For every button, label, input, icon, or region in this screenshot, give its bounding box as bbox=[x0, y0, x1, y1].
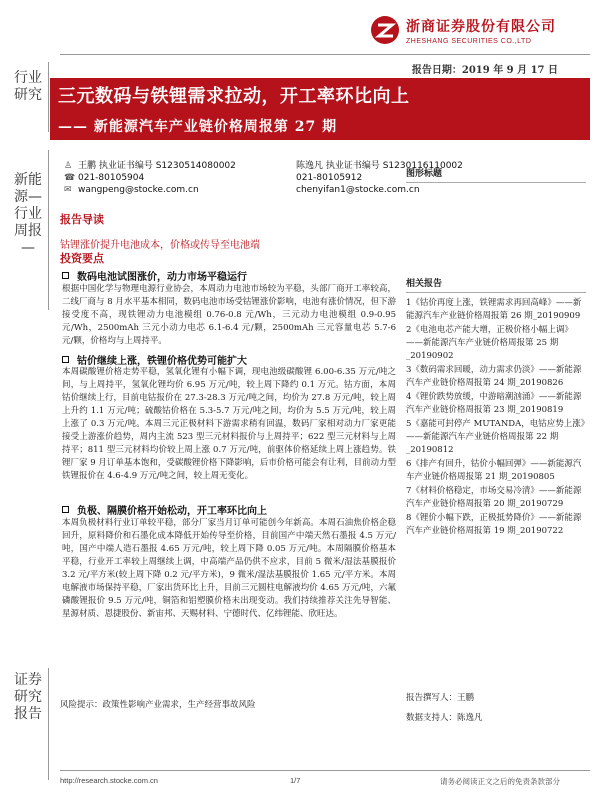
related-reports bbox=[406, 276, 586, 539]
analyst-2: 陈逸凡 执业证书编号 S1230116110002 bbox=[296, 161, 463, 171]
company-logo bbox=[370, 8, 570, 52]
footer-url[interactable]: http://research.stocke.com.cn bbox=[60, 776, 158, 785]
bullet-3 bbox=[62, 502, 267, 517]
chart-title: 图形标题 bbox=[406, 169, 443, 179]
points-heading: 投资要点 bbox=[60, 252, 104, 265]
related-item[interactable]: 3《数码需求回暖，动力需求仍淡》——新能源汽车产业链价格周报第 24 期_20190826 bbox=[406, 365, 582, 388]
related-title: 相关报告 bbox=[406, 279, 443, 289]
related-item[interactable]: 2《电池电芯产能大增，正极价格小幅上调》——新能源汽车产业链价格周报第 25 期_20190902 bbox=[406, 325, 573, 361]
bullet-1 bbox=[62, 268, 247, 283]
guide-heading: 报告导读 bbox=[60, 213, 104, 226]
related-item[interactable]: 4《锂价跌势放缓，中游暗潮汹涌》——新能源汽车产业链价格周报第 23 期_20190819 bbox=[406, 392, 582, 415]
contacts bbox=[406, 688, 483, 728]
side-label-middle: 新能源—行业周报— bbox=[14, 172, 42, 256]
phone-2: 021-80105912 bbox=[296, 173, 363, 183]
related-item[interactable]: 7《材料价格稳定，市场交易冷清》——新能源汽车产业链价格周报第 20 期_20190729 bbox=[406, 486, 582, 509]
chart-title-block bbox=[406, 166, 586, 183]
side-divider-top bbox=[48, 62, 49, 132]
paragraph-2: 本周碳酸锂价格走势平稳，氢氧化锂有小幅下调，现电池级碳酸锂 6.00-6.35 万元/吨之间，与上周持平，氢氧化锂均价 6.95 万元/吨，较上周下降约 0.1 万元。钴方面，本周钴价继续上行，目前电钴报价在 27.3-28.3 万元/吨之间，均价为 27.8 万元/吨，较上周上升约 1.1 万元/吨；硫酸钴价格在 5.3-5.7 万元/吨之间，均价为 5.5 万元/吨，较上周上涨了 0.3 万元/吨。本周三元正极材料下游需求稍有回温，数码厂家相对动力厂家更能接受上游涨价趋势，周内主流 523 型三元材料报价与上周持平；622 型三元材料与上周持平；811 型三元材料均价较上周上涨 0.7 万元/吨，前驱体价格延续上周上涨趋势。铁锂厂家 9 月订单基本饱和，受碳酸锂价格下降影响，后市价格可能会有让利，目前动力型铁锂报价在 4.6-4.9 万元/吨之间，较上周无变化。 bbox=[62, 367, 396, 481]
risk-warning: 风险提示：政策性影响产业需求，生产经营事故风险 bbox=[60, 700, 256, 710]
page-number: 1/7 bbox=[290, 776, 301, 785]
side-label-top: 行业研究 bbox=[14, 70, 42, 103]
guide-subtitle: 钴锂涨价提升电池成本，价格或传导至电池端 bbox=[60, 240, 260, 251]
related-item[interactable]: 6《排产有回升，钴价小幅回弹》——新能源汽车产业链价格周报第 21 期_20190805 bbox=[406, 459, 582, 482]
bullet-2-title: 钴价继续上涨，铁锂价格优势可能扩大 bbox=[77, 356, 247, 367]
bullet-1-title: 数码电池试图涨价，动力市场平稳运行 bbox=[77, 272, 247, 283]
email-2[interactable]: chenyifan1@stocke.com.cn bbox=[296, 185, 420, 195]
report-title: 三元数码与铁锂需求拉动，开工率环比向上 bbox=[58, 86, 410, 107]
person-icon: ♙ bbox=[64, 161, 73, 171]
contact-data: 数据支持人：陈逸凡 bbox=[406, 713, 483, 723]
paragraph-3: 本周负极材料行业订单较平稳，部分厂家当月订单可能创今年新高。本周石油焦价格企稳回升，原料降价和石墨化成本降低开始传导至价格，目前国产中端天然石墨报 4.5 万元/吨，国产中端人造石墨报 4.65 万元/吨，较上周下降 0.05 万元/吨。本周隔膜价格基本平稳，行业开工率较上周继续上调，中高端产品仍供不应求，目前 5 微米/湿法基膜报价 3.2 元/平方米(较上周下降 0.2 元/平方米)，9 微米/湿法基膜报价 1.65 元/平方米。本周电解液市场保持平稳，厂家出货环比上升，目前三元圆柱电解液均价 4.65 万元/吨，六氟磷酸锂报价 9.5 万元/吨，铜箔和铝塑膜价格未出现变动。我们持续推荐关注先导智能、星源材质、恩捷股份、新宙邦、天赐材料、宁德时代、亿纬锂能、欣旺达。 bbox=[62, 518, 396, 619]
header-divider bbox=[60, 54, 590, 55]
report-date: 报告日期：2019 年 9 月 17 日 bbox=[411, 65, 558, 76]
phone-icon: ☎ bbox=[64, 173, 76, 183]
related-item[interactable]: 1《钴价再度上涨，铁锂需求再回高峰》——新能源汽车产业链价格周报第 26 期_20190909 bbox=[406, 298, 582, 321]
email-1[interactable]: wangpeng@stocke.com.cn bbox=[78, 185, 199, 195]
logo-en: ZHESHANG SECURITIES CO.,LTD bbox=[406, 37, 532, 45]
related-item[interactable]: 8《锂价小幅下跌，正极抵势降价》——新能源汽车产业链价格周报第 19 期_20190722 bbox=[406, 513, 582, 536]
footer-divider bbox=[60, 770, 590, 771]
side-divider-middle bbox=[48, 150, 49, 310]
chart-title-rule bbox=[406, 182, 586, 183]
related-rule bbox=[406, 292, 586, 293]
report-subtitle: —— 新能源汽车产业链价格周报第 27 期 bbox=[58, 119, 338, 135]
analyst-1: 王鹏 执业证书编号 S1230514080002 bbox=[78, 161, 236, 171]
side-divider-bottom bbox=[48, 668, 49, 780]
phone-1: 021-80105904 bbox=[78, 173, 145, 183]
contact-writer: 报告撰写人：王鹏 bbox=[406, 693, 475, 703]
side-label-bottom: 证券研究报告 bbox=[14, 672, 42, 722]
square-bullet-icon bbox=[62, 506, 69, 513]
logo-cn: 浙商证券股份有限公司 bbox=[406, 18, 556, 35]
square-bullet-icon bbox=[62, 356, 69, 363]
disclaimer: 请务必阅读正文之后的免责条款部分 bbox=[440, 777, 560, 786]
bullet-3-title: 负极、隔膜价格开始松动，开工率环比向上 bbox=[77, 506, 267, 517]
paragraph-1: 根据中国化学与物理电源行业协会，本周动力电池市场较为平稳，头部厂商开工率较高，二线厂商与 8 月水平基本相同，数码电池市场受钴锂涨价影响，电池有涨价情况，但下游接受度不高，现铁锂动力电池模组 0.76-0.8 元/Wh，三元动力电池模组 0.9-0.95 元/Wh，2500mAh 三元小动力电芯 6.1-6.4 元/颗，2500mAh 三元容量电芯 5.7-6 元/颗，价格均与上周持平。 bbox=[62, 284, 396, 346]
bullet-2 bbox=[62, 352, 247, 367]
square-bullet-icon bbox=[62, 272, 69, 279]
logo-mark-icon bbox=[370, 15, 400, 45]
email-icon: ✉ bbox=[64, 185, 72, 195]
related-item[interactable]: 5《嘉能可封停产 MUTANDA，电钴应势上涨》——新能源汽车产业链价格周报第 22 期_20190812 bbox=[406, 419, 585, 455]
